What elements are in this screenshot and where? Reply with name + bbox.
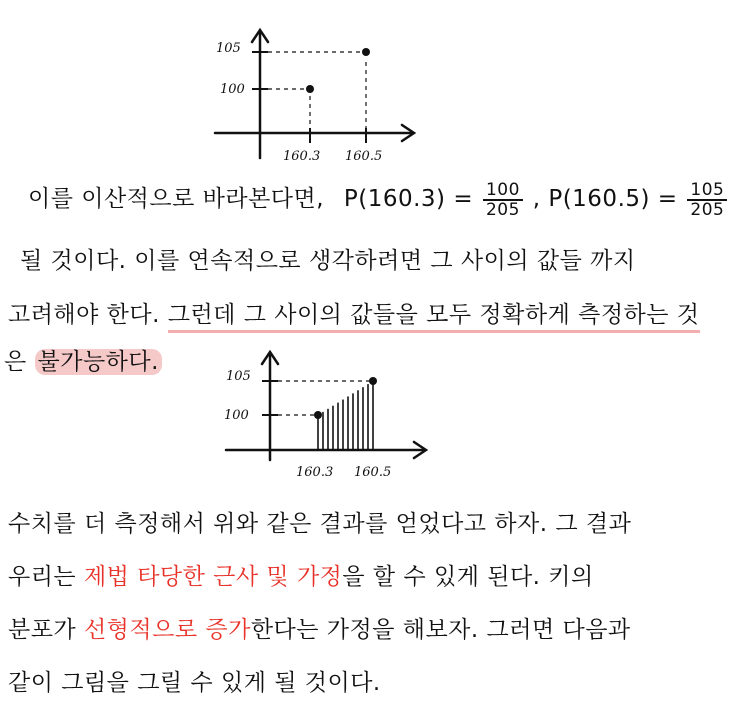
graph-2-ytick-105: 105 <box>226 369 251 384</box>
p2-line-2 <box>8 558 634 591</box>
p1-text-4a: 은 <box>4 349 27 375</box>
p2-line-1 <box>8 505 634 538</box>
graph-2 <box>0 350 626 500</box>
p1-fraction-1: $\frac{100}{205}$ <box>483 181 523 219</box>
p1-text-1: 이를 이산적으로 바라본다면, <box>28 186 325 212</box>
p1-underlined-text: 그런데 그 사이의 값들을 모두 정확하게 측정하는 것 <box>168 302 700 333</box>
graph-1-xtick-160-3: 160.3 <box>283 149 321 164</box>
p2-red-text-1: 제법 타당한 근사 및 가정 <box>83 564 343 590</box>
p1-text-3a: 고려해야 한다. <box>8 302 160 328</box>
graph-1 <box>0 0 626 170</box>
graph-1-point-1 <box>306 85 314 93</box>
p2-line-4 <box>8 664 634 697</box>
p2-text-1: 수치를 더 측정해서 위와 같은 결과를 얻었다고 하자. 그 결과 <box>8 511 632 537</box>
p2-red-text-2: 선형적으로 증가 <box>83 617 251 643</box>
p1-highlighted-text: 불가능하다. <box>35 349 162 375</box>
graph-2-point-2 <box>369 377 377 385</box>
graph-1-xtick-160-5: 160.5 <box>345 149 383 164</box>
p2-text-2a: 우리는 <box>8 564 77 590</box>
p1-fraction-2: $\frac{105}{205}$ <box>687 181 727 219</box>
graph-2-xtick-160-3: 160.3 <box>296 465 334 480</box>
graph-1-ytick-105: 105 <box>216 41 241 56</box>
p1-text-2: 될 것이다. 이를 연속적으로 생각하려면 그 사이의 값들 까지 <box>20 248 636 274</box>
graph-1-axes <box>215 30 414 158</box>
p2-text-3a: 분포가 <box>8 617 77 643</box>
graph-2-axes <box>226 352 426 460</box>
graph-2-fill-lines <box>318 381 373 450</box>
p2-text-4: 같이 그림을 그릴 수 있게 될 것이다. <box>8 670 381 696</box>
graph-1-point-2 <box>362 48 370 56</box>
graph-1-guides <box>260 52 366 133</box>
graph-2-ytick-100: 100 <box>224 408 249 423</box>
graph-2-xtick-160-5: 160.5 <box>354 465 392 480</box>
graph-1-ytick-100: 100 <box>220 82 245 97</box>
p1-line-3 <box>8 296 700 329</box>
p2-line-3 <box>8 611 634 644</box>
p2-text-2c: 을 할 수 있게 된다. 키의 <box>342 564 594 590</box>
p2-text-3c: 한다는 가정을 해보자. 그러면 다음과 <box>250 617 631 643</box>
graph-2-point-1 <box>314 411 322 419</box>
p1-line-1 <box>28 179 725 220</box>
p1-line-2 <box>20 242 646 275</box>
p1-prob-2-label: , P(160.5) = <box>532 186 678 212</box>
p1-prob-1-label: P(160.3) = <box>343 186 474 212</box>
